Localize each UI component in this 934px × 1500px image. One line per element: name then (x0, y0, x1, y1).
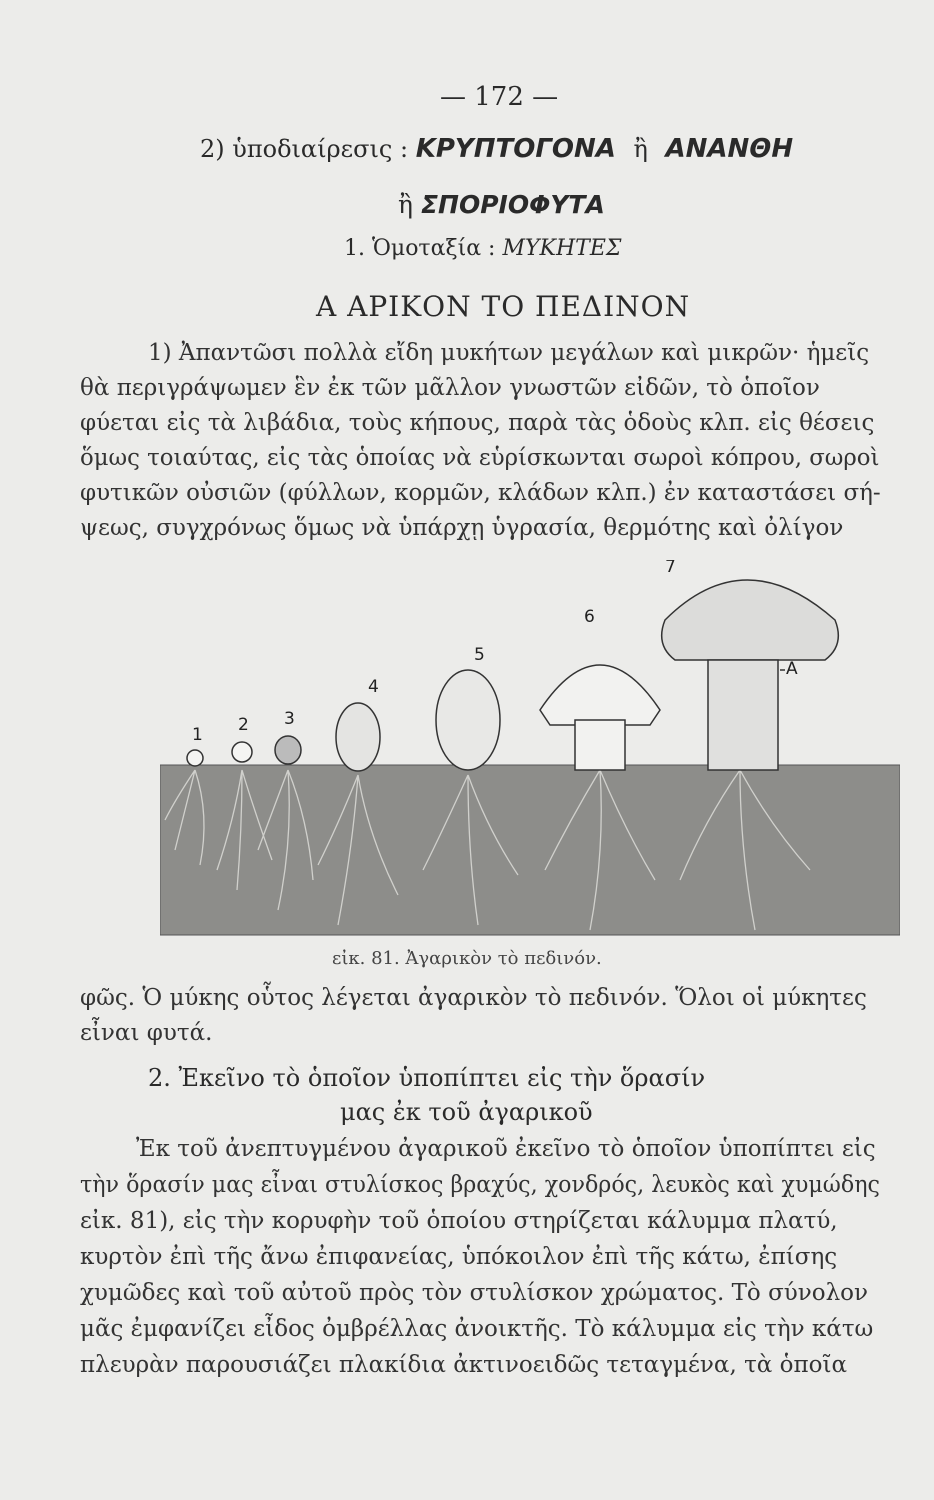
subdivision-heading (200, 134, 793, 164)
figure-caption: εἰκ. 81. Ἀγαρικὸν τὸ πεδινόν. (332, 948, 602, 969)
figure-label: 7 (665, 560, 676, 577)
paragraph2-line: πλευρὰν παρουσιάζει πλακίδια ἀκτινοειδῶς τεταγμένα, τὰ ὁποῖα (80, 1352, 847, 1378)
section-title: Α ΑΡΙΚΟΝ ΤΟ ΠΕΔΙΝΟΝ (316, 290, 691, 323)
figure-label: 5 (474, 645, 485, 665)
figure-label: A (786, 659, 798, 679)
paragraph1-line: 1) Ἀπαντῶσι πολλὰ εἴδη μυκήτων μεγάλων καὶ μικρῶν· ἡμεῖς (148, 340, 870, 366)
figure-label: 6 (584, 607, 595, 627)
figure-label: 2 (238, 715, 249, 735)
subdivision-name-a: ΚΡΥΠΤΟΓΟΝΑ (415, 134, 616, 164)
paragraph2-line: χυμῶδες καὶ τοῦ αὐτοῦ πρὸς τὸν στυλίσκον χρώματος. Τὸ σύνολον (80, 1280, 868, 1306)
paragraph1-end-line: εἶναι φυτά. (80, 1020, 213, 1046)
paragraph1-line: φυτικῶν οὐσιῶν (φύλλων, κορμῶν, κλάδων κλπ.) ἐν καταστάσει σή- (80, 480, 881, 506)
paragraph1-line: φύεται εἰς τὰ λιβάδια, τοὺς κήπους, παρὰ τὰς ὁδοὺς κλπ. εἰς θέσεις (80, 410, 875, 436)
figure-label: 4 (368, 677, 379, 697)
subdivision-or-2: ἢ (398, 190, 413, 219)
classification-prefix: 1. Ὁμοταξία : (344, 236, 496, 261)
classification-name: ΜΥΚΗΤΕΣ (502, 236, 622, 261)
section2-heading-2: μας ἐκ τοῦ ἀγαρικοῦ (340, 1098, 593, 1126)
paragraph2-line: μᾶς ἐμφανίζει εἶδος ὀμβρέλλας ἀνοικτῆς. Τὸ κάλυμμα εἰς τὴν κάτω (80, 1316, 874, 1342)
classification-heading (344, 236, 621, 261)
paragraph1-line: θὰ περιγράψωμεν ἓν ἐκ τῶν μᾶλλον γνωστῶν εἰδῶν, τὸ ὁποῖον (80, 375, 820, 401)
subdivision-name-c: ΣΠΟΡΙΟΦΥΤΑ (420, 190, 605, 219)
subdivision-name-b: ΑΝΑΝΘΗ (665, 134, 794, 164)
paragraph2-line: εἰκ. 81), εἰς τὴν κορυφὴν τοῦ ὁποίου στηρίζεται κάλυμμα πλατύ, (80, 1208, 838, 1234)
paragraph2-line: τὴν ὅρασίν μας εἶναι στυλίσκος βραχύς, χονδρός, λευκὸς καὶ χυμώδης (80, 1172, 880, 1198)
figure-label: 3 (284, 709, 295, 729)
paragraph1-line: ψεως, συγχρόνως ὅμως νὰ ὑπάρχῃ ὑγρασία, θερμότης καὶ ὀλίγον (80, 515, 844, 541)
mushroom-growth-figure (160, 560, 900, 940)
subdivision-or-1: ἢ (633, 135, 648, 163)
subdivision-prefix: 2) ὑποδιαίρεσις : (200, 135, 409, 163)
section2-heading: 2. Ἐκεῖνο τὸ ὁποῖον ὑποπίπτει εἰς τὴν ὅρασίν (148, 1064, 706, 1092)
paragraph1-line: ὅμως τοιαύτας, εἰς τὰς ὁποίας νὰ εὑρίσκωνται σωροὶ κόπρου, σωροὶ (80, 445, 880, 471)
soil-block (160, 765, 900, 935)
paragraph1-end-line: φῶς. Ὁ μύκης οὗτος λέγεται ἀγαρικὸν τὸ πεδινόν. Ὅλοι οἱ μύκητες (80, 985, 867, 1011)
subdivision-heading-2 (398, 190, 605, 219)
paragraph2-line: Ἐκ τοῦ ἀνεπτυγμένου ἀγαρικοῦ ἐκεῖνο τὸ ὁποῖον ὑποπίπτει εἰς (136, 1136, 876, 1162)
paragraph2-line: κυρτὸν ἐπὶ τῆς ἄνω ἐπιφανείας, ὑπόκοιλον ἐπὶ τῆς κάτω, ἐπίσης (80, 1244, 838, 1270)
figure-label: 1 (192, 725, 203, 745)
page-number: — 172 — (440, 82, 559, 112)
